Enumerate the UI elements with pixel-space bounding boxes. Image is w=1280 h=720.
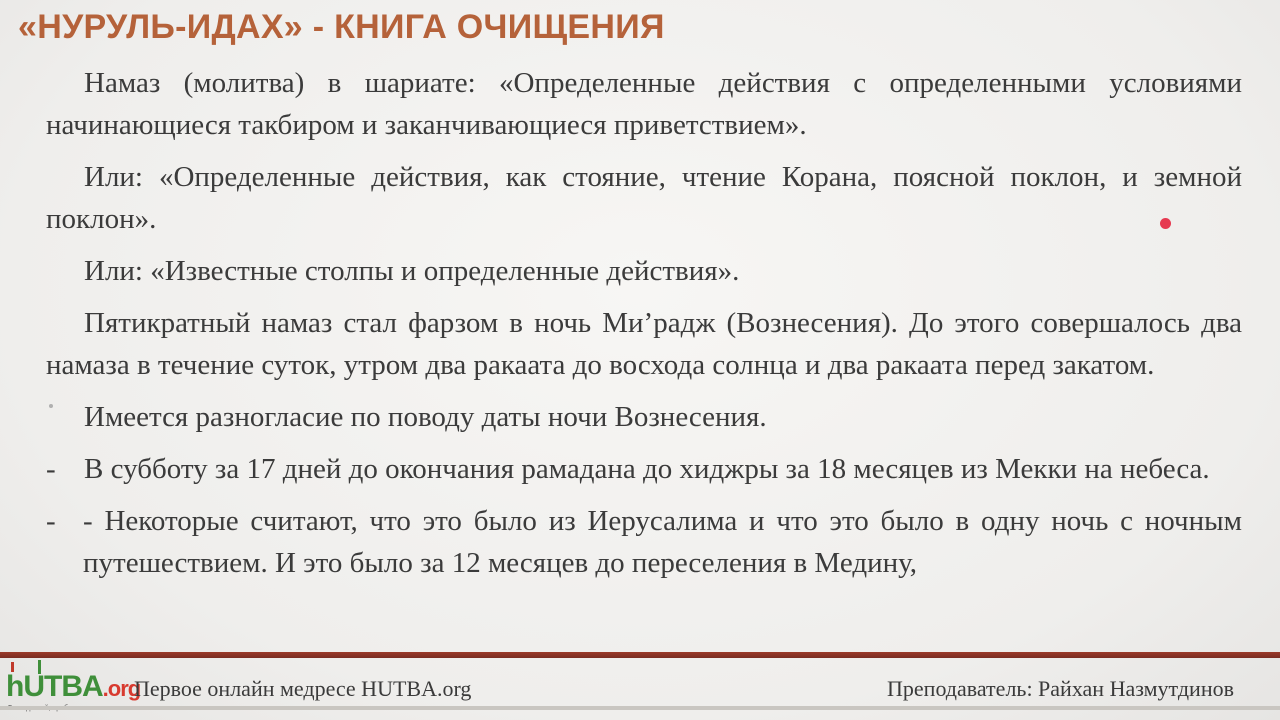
logo-org-text: .org (102, 676, 141, 701)
footer-teacher: Преподаватель: Райхан Назмутдинов (887, 676, 1234, 701)
footer-divider (0, 652, 1280, 658)
list-marker: - (46, 453, 56, 485)
list-item (46, 500, 1242, 584)
pointer-dot-icon (1160, 218, 1171, 229)
list-item-text: - Некоторые считают, что это было из Иерусалима и что это было в одну ночь с ночным путешествием. И это было за 12 месяцев до переселения в Медину, (83, 505, 1242, 579)
slide-body (46, 62, 1242, 584)
list-item (46, 448, 1242, 490)
paragraph-definition: Намаз (молитва) в шариате: «Определенные действия с определенными условиями начинающиеся такбиром и заканчивающиеся приветствием». (46, 67, 1242, 141)
paragraph-alternative-2: Или: «Известные столпы и определенные действия». (84, 255, 740, 287)
bottom-edge (0, 706, 1280, 710)
list-item-text: В субботу за 17 дней до окончания рамадана до хиджры за 18 месяцев из Мекки на небеса. (84, 453, 1210, 485)
slide-title: «НУРУЛЬ-ИДАХ» - КНИГА ОЧИЩЕНИЯ (18, 8, 665, 46)
paragraph-alternative-1: Или: «Определенные действия, как стояние, чтение Корана, поясной поклон, и земной поклон». (46, 161, 1242, 235)
list-marker: - (46, 505, 56, 537)
paragraph-miraj: Пятикратный намаз стал фарзом в ночь Ми’радж (Вознесения). До этого совершалось два намаза в течение суток, утром два ракаата до восхода солнца и два ракаата перед закатом. (46, 307, 1242, 381)
logo-main-text: hUTBA (6, 670, 103, 703)
footer-school: Первое онлайн медресе HUTBA.org (134, 676, 472, 701)
paragraph-disagreement (46, 396, 1242, 438)
bullet-dot-icon (49, 404, 53, 408)
paragraph-disagreement-text: Имеется разногласие по поводу даты ночи Вознесения. (84, 401, 767, 433)
